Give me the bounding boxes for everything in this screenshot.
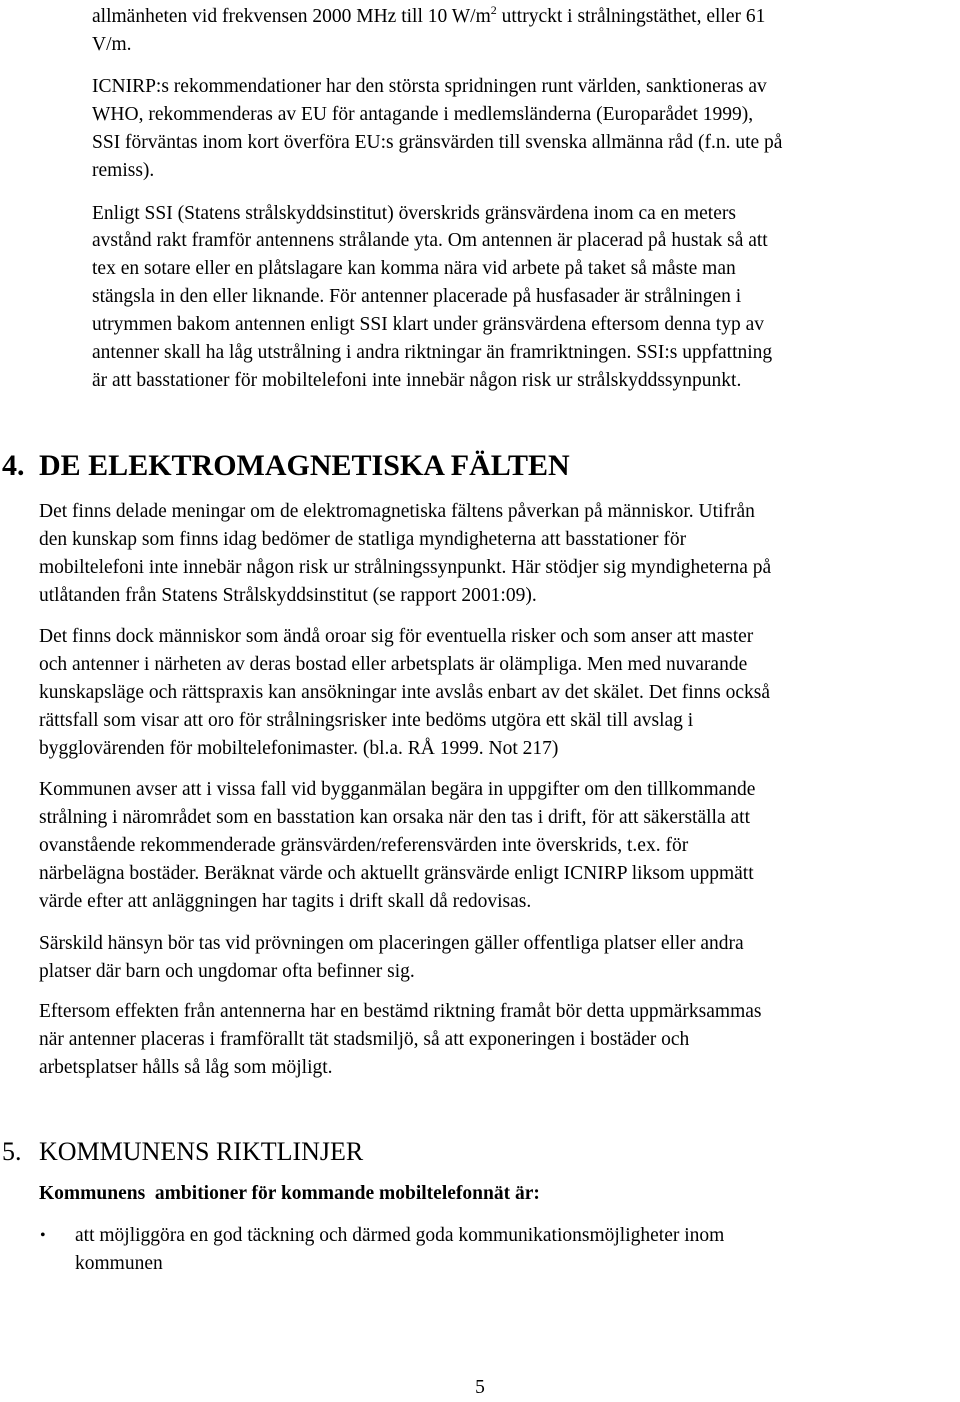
subheading: Kommunens ambitioner för kommande mobiltelefonnät är: — [39, 1183, 540, 1204]
paragraph-line: Enligt SSI (Statens strålskyddsinstitut) överskrids gränsvärdena inom ca en meters — [92, 203, 736, 224]
paragraph-line: utlåtanden från Statens Strålskyddsinstitut (se rapport 2001:09). — [39, 585, 537, 606]
paragraph-line: den kunskap som finns idag bedömer de statliga myndigheterna att basstationer för — [39, 529, 687, 550]
paragraph-line: antenner skall ha låg utstrålning i andra riktningar än framriktningen. SSI:s uppfattning — [92, 342, 773, 363]
paragraph-line: arbetsplatser hålls så låg som möjligt. — [39, 1057, 333, 1078]
paragraph-line: ovanstående rekommenderade gränsvärden/referensvärden inte överskrids, t.ex. för — [39, 835, 689, 856]
superscript: 2 — [490, 3, 497, 17]
paragraph-line: Eftersom effekten från antennerna har en bestämd riktning framåt bör detta uppmärksammas — [39, 1001, 762, 1022]
section-heading-5: 5. KOMMUNENS RIKTLINJER — [2, 1137, 364, 1166]
paragraph-line: strålning i närområdet som en basstation kan orsaka när den tas i drift, för att säkerställa att — [39, 807, 750, 828]
paragraph-line: är att basstationer för mobiltelefoni inte innebär någon risk ur strålskyddssynpunkt. — [92, 370, 742, 391]
paragraph-line: Det finns delade meningar om de elektromagnetiska fältens påverkan på människor. Utifrån — [39, 501, 755, 522]
paragraph-line: ICNIRP:s rekommendationer har den största spridningen runt världen, sanktioneras av — [92, 76, 767, 97]
paragraph-line: platser där barn och ungdomar ofta befinner sig. — [39, 961, 415, 982]
list-item-line: kommunen — [75, 1253, 163, 1274]
paragraph-line: remiss). — [92, 160, 155, 181]
paragraph-line: värde efter att anläggningen har tagits i drift skall då redovisas. — [39, 891, 532, 912]
paragraph-line: avstånd rakt framför antennens strålande yta. Om antennen är placerad på hustak så att — [92, 230, 768, 251]
section-heading-4: 4. DE ELEKTROMAGNETISKA FÄLTEN — [2, 449, 570, 482]
paragraph-line: när antenner placeras i framförallt tät stadsmiljö, så att exponeringen i bostäder och — [39, 1029, 690, 1050]
paragraph-line: Kommunen avser att i vissa fall vid bygganmälan begära in uppgifter om den tillkommande — [39, 779, 756, 800]
paragraph-line: V/m. — [92, 34, 132, 55]
paragraph-line: Särskild hänsyn bör tas vid prövningen om placeringen gäller offentliga platser eller andra — [39, 933, 744, 954]
paragraph-line: allmänheten vid frekvensen 2000 MHz till 10 $W/m^2$ uttryckt i strålningstäthet, eller 61 — [92, 3, 766, 27]
paragraph-line: utrymmen bakom antennen enligt SSI klart under gränsvärdena eftersom denna typ av — [92, 314, 765, 335]
paragraph-line: mobiltelefoni inte innebär någon risk ur strålningssynpunkt. Här stödjer sig myndigheterna på — [39, 557, 772, 578]
paragraph-line: WHO, rekommenderas av EU för antagande i medlemsländerna (Europarådet 1999), — [92, 104, 754, 125]
page-number: 5 — [475, 1377, 485, 1398]
paragraph-line: stängsla in den eller liknande. För antenner placerade på husfasader är strålningen i — [92, 286, 742, 307]
paragraph-line: Det finns dock människor som ändå oroar sig för eventuella risker och som anser att master — [39, 626, 754, 647]
paragraph-line: och antenner i närheten av deras bostad eller arbetsplats är olämpliga. Men med nuvarande — [39, 654, 748, 675]
paragraph-line: SSI förväntas inom kort överföra EU:s gränsvärden till svenska allmänna råd (f.n. ute på — [92, 132, 783, 153]
paragraph-line: bygglovärenden för mobiltelefonimaster. (bl.a. RÅ 1999. Not 217) — [39, 738, 559, 759]
paragraph-line: tex en sotare eller en plåtslagare kan komma nära vid arbete på taket så måste man — [92, 258, 736, 279]
paragraph-line: närbelägna bostäder. Beräknat värde och aktuellt gränsvärde enligt ICNIRP liksom uppmätt — [39, 863, 754, 884]
paragraph-line: rättsfall som visar att oro för strålningsrisker inte bedöms utgöra ett skäl till avslag i — [39, 710, 694, 731]
paragraph-line: kunskapsläge och rättspraxis kan ansökningar inte avslås enbart av det skälet. Det finns också — [39, 682, 771, 703]
list-item-line: att möjliggöra en god täckning och därmed goda kommunikationsmöjligheter inom — [75, 1225, 725, 1246]
bullet-icon: • — [40, 1227, 46, 1244]
